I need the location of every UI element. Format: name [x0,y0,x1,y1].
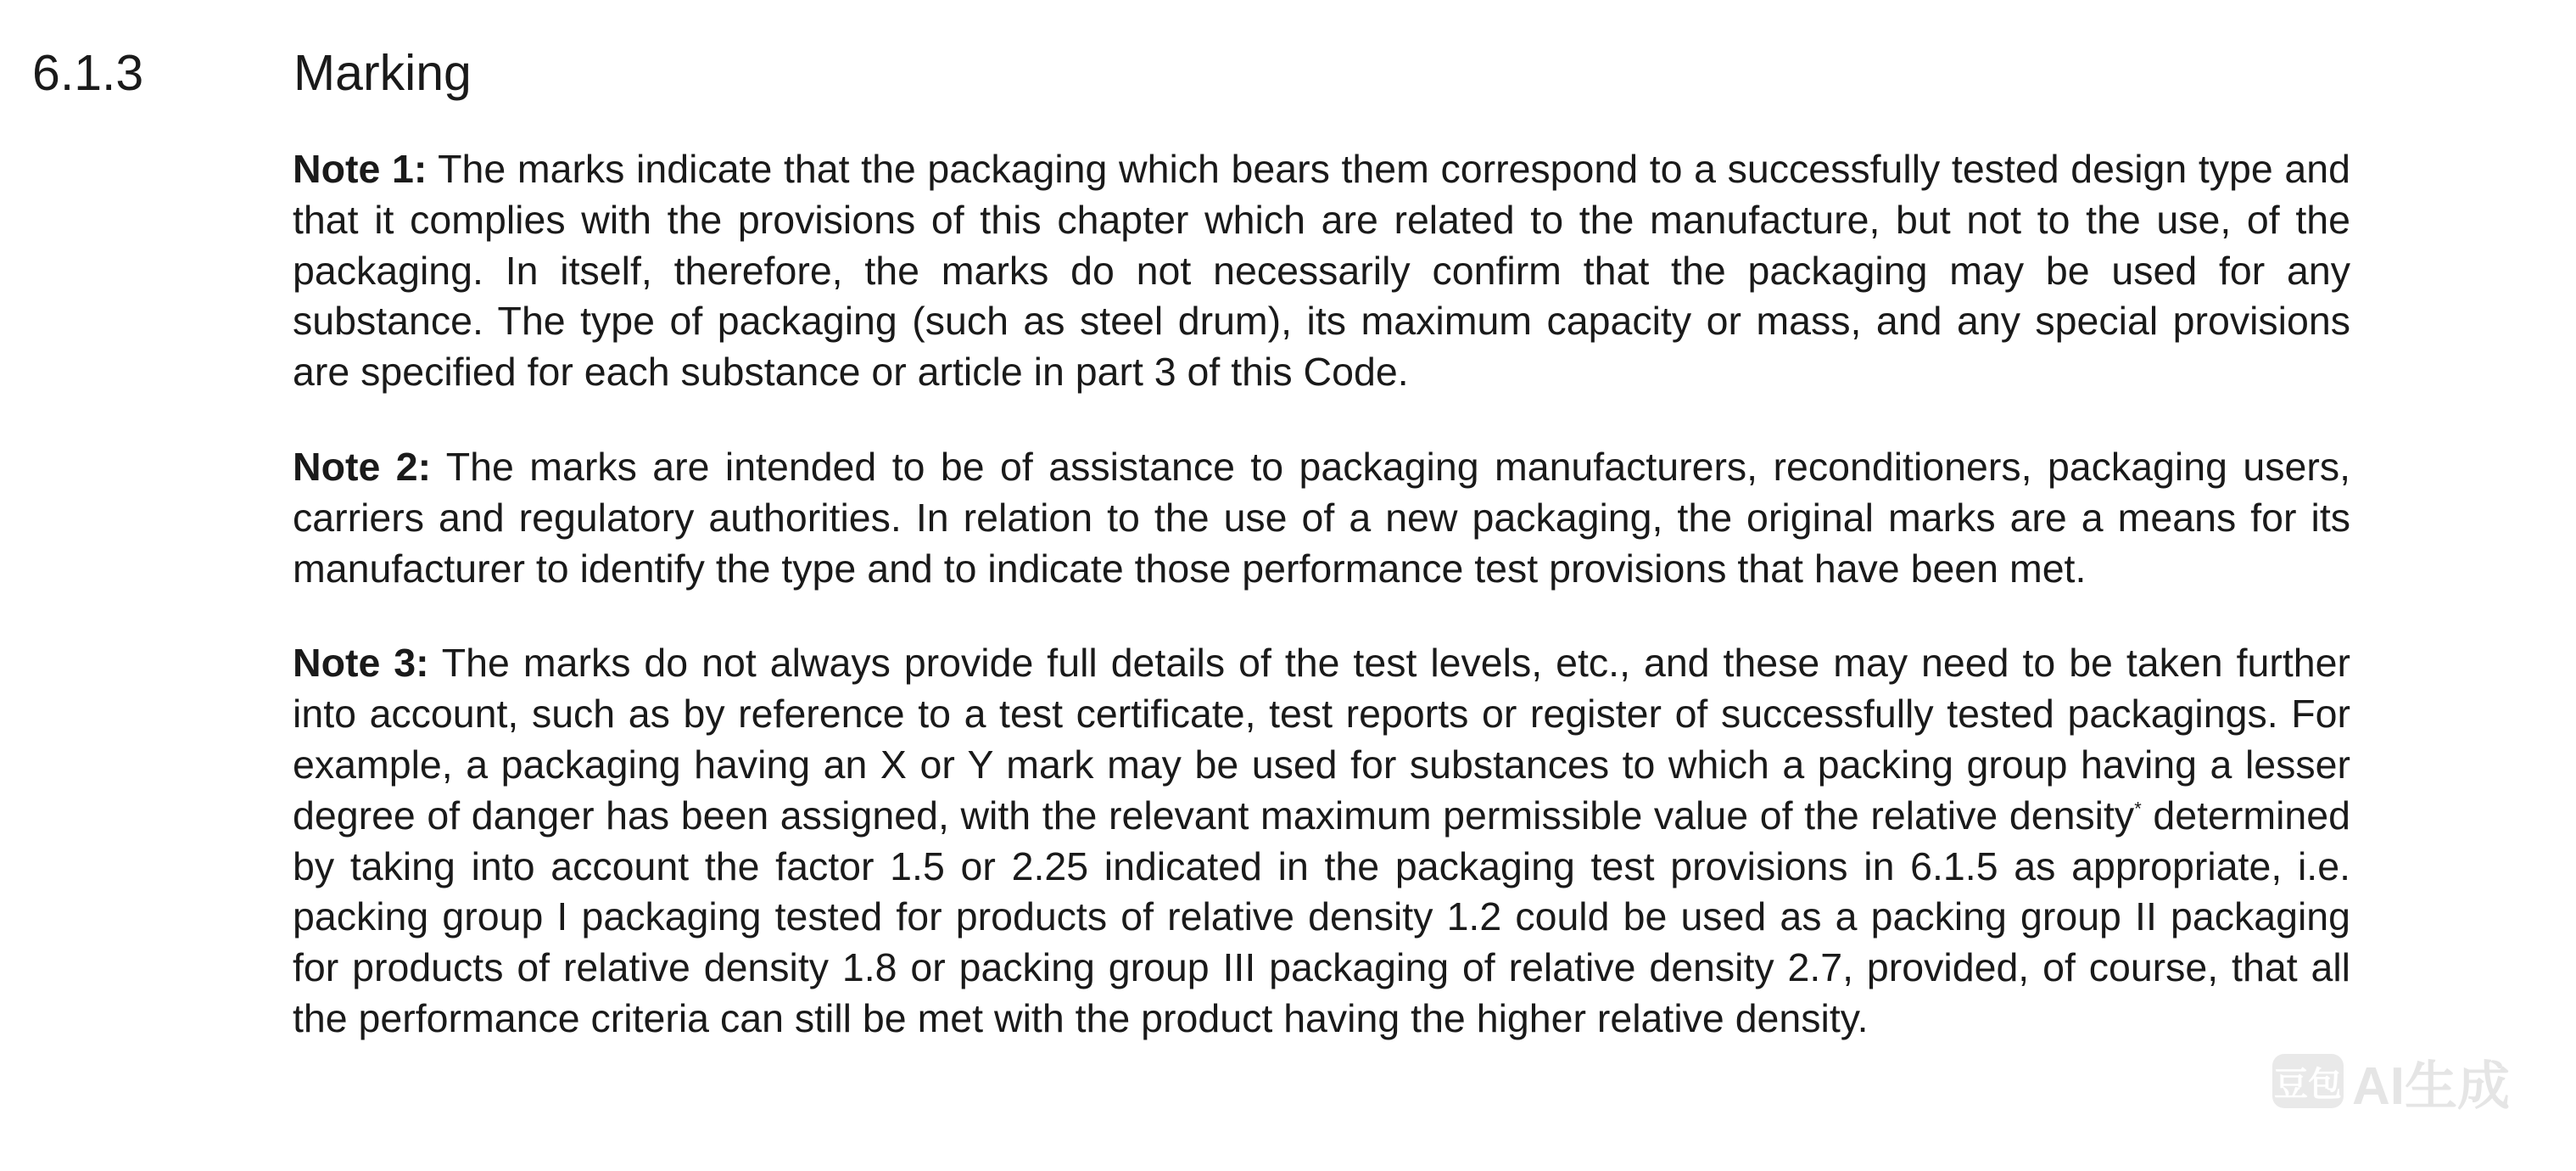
section-number: 6.1.3 [32,45,144,101]
ai-generated-watermark [2272,1047,2510,1115]
note-3-text-before-ref: The marks do not always provide full details of the test levels, etc., and these may need to be taken further into account, such as by reference to a test certificate, test reports or register of successfully tested packagings. For example, a packaging having an X or Y mark may be used for substances to which a packing group having a lesser degree of danger has been assigned, with the relevant maximum permissible value of the relative density [293,641,2350,838]
watermark-logo-icon: 豆包 [2272,1054,2344,1108]
note-1 [293,144,2350,398]
note-1-label: Note 1: [293,147,427,191]
note-3-text-after-ref: determined by taking into account the factor 1.5 or 2.25 indicated in the packaging test provisions in 6.1.5 as appropriate, i.e. packing group I packaging tested for products of relative density 1.2 could be used as a packing group II packaging for products of relative density 1.8 or packing group III packaging of relative density 2.7, provided, of course, that all the performance criteria can still be met with the product having the higher relative density. [293,793,2350,1040]
footnote-reference-mark: * [2134,798,2142,820]
section-header [32,39,472,107]
note-2 [293,442,2350,594]
section-title: Marking [293,45,472,101]
note-3 [293,638,2350,1044]
note-1-text: The marks indicate that the packaging which bears them correspond to a successfully tested design type and that it complies with the provisions of this chapter which are related to the manufacture, but not to the use, of the packaging. In itself, therefore, the marks do not necessarily confirm that the packaging may be used for any substance. The type of packaging (such as steel drum), its maximum capacity or mass, and any special provisions are specified for each substance or article in part 3 of this Code. [293,147,2350,395]
note-3-label: Note 3: [293,641,429,686]
note-2-text: The marks are intended to be of assistance to packaging manufacturers, reconditioners, packaging users, carriers and regulatory authorities. In relation to the use of a new packaging, the original marks are a means for its manufacturer to identify the type and to indicate those performance test provisions that have been met. [293,444,2350,591]
note-2-label: Note 2: [293,444,432,489]
watermark-text: AI生成 [2351,1056,2510,1116]
notes-container [293,144,2350,1089]
